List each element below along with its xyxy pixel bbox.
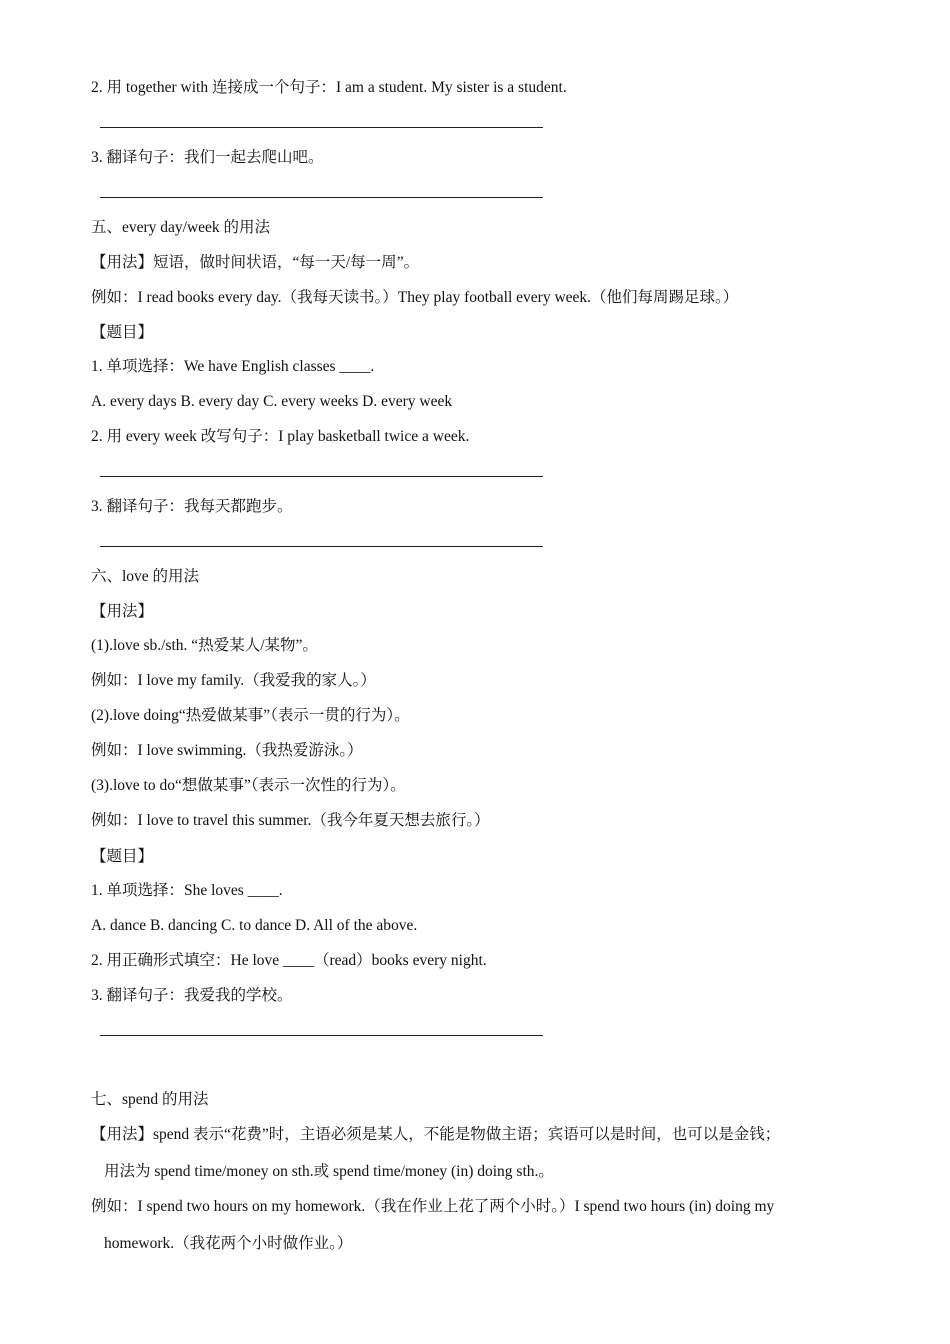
- example-line-continued: homework.（我花两个小时做作业。）: [104, 1235, 353, 1252]
- exercise-heading: 【题目】: [91, 324, 154, 341]
- exercise-translate-climb: 3. 翻译句子：我们一起去爬山吧。: [91, 149, 324, 166]
- example-line: 例如：I love swimming.（我热爱游泳。）: [91, 742, 363, 759]
- usage-note: 【用法】短语，做时间状语，“每一天/每一周”。: [91, 254, 420, 271]
- section-heading-every-day-week: 五、every day/week 的用法: [91, 219, 271, 236]
- example-line: 例如：I spend two hours on my homework.（我在作业上花了两个小时。）I spend two hours (in) doing my: [91, 1198, 775, 1215]
- usage-heading: 【用法】: [91, 603, 154, 620]
- exercise-heading: 【题目】: [91, 848, 154, 865]
- answer-blank-line: [100, 127, 543, 128]
- exercise-every-week-rewrite: 2. 用 every week 改写句子：I play basketball twice a week.: [91, 428, 470, 445]
- exercise-multiple-choice: 1. 单项选择：She loves ____.: [91, 882, 283, 899]
- example-line: 例如：I love my family.（我爱我的家人。）: [91, 672, 376, 689]
- answer-blank-line: [100, 546, 543, 547]
- answer-options: A. dance B. dancing C. to dance D. All of the above.: [91, 917, 418, 934]
- section-heading-spend: 七、spend 的用法: [91, 1091, 209, 1108]
- usage-point-2: (2).love doing“热爱做某事”（表示一贯的行为）。: [91, 707, 410, 724]
- usage-point-3: (3).love to do“想做某事”（表示一次性的行为）。: [91, 777, 406, 794]
- exercise-fill-blank: 2. 用正确形式填空：He love ____（read）books every night.: [91, 952, 487, 969]
- section-heading-love: 六、love 的用法: [91, 568, 200, 585]
- exercise-together-with-rewrite: 2. 用 together with 连接成一个句子：I am a student. My sister is a student.: [91, 79, 567, 96]
- example-line: 例如：I love to travel this summer.（我今年夏天想去旅行。）: [91, 812, 490, 829]
- usage-point-1: (1).love sb./sth. “热爱某人/某物”。: [91, 637, 318, 654]
- example-line: 例如：I read books every day.（我每天读书。）They play football every week.（他们每周踢足球。）: [91, 289, 739, 306]
- answer-options: A. every days B. every day C. every weeks D. every week: [91, 393, 453, 410]
- exercise-translate-school: 3. 翻译句子：我爱我的学校。: [91, 987, 293, 1004]
- answer-blank-line: [100, 1035, 543, 1036]
- usage-note: 【用法】spend 表示“花费”时，主语必须是某人，不能是物做主语；宾语可以是时间，也可以是金钱；: [91, 1126, 781, 1143]
- answer-blank-line: [100, 476, 543, 477]
- usage-note-continued: 用法为 spend time/money on sth.或 spend time/money (in) doing sth.。: [104, 1163, 554, 1180]
- exercise-multiple-choice: 1. 单项选择：We have English classes ____.: [91, 358, 375, 375]
- exercise-translate-run: 3. 翻译句子：我每天都跑步。: [91, 498, 293, 515]
- answer-blank-line: [100, 197, 543, 198]
